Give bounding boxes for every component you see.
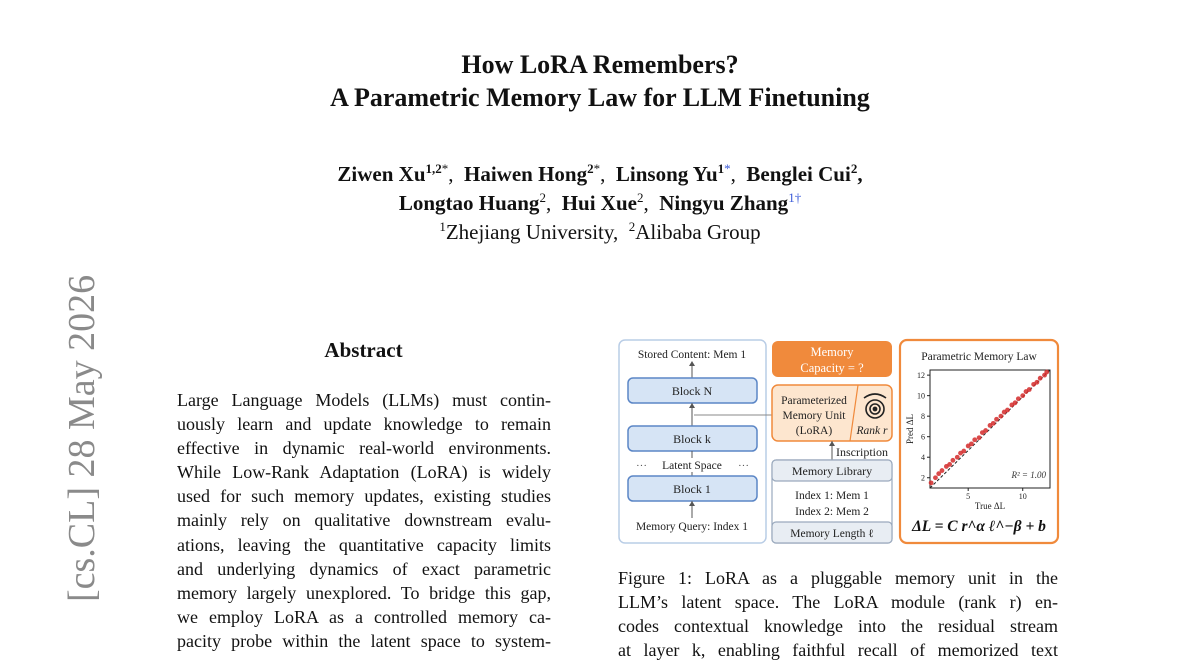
author-name: Hui Xue	[561, 191, 637, 215]
y-tick-label: 12	[917, 371, 925, 381]
caption-line: at layer k, enabling faithful recall of memorized text	[618, 640, 1058, 661]
data-point	[1005, 408, 1010, 413]
capacity-line-1: Memory	[810, 345, 854, 359]
author-line-1: Ziwen $Xu^{1,2*}$, Haiwen Hong$^{2*}$, Linsong $Yu^{1*}$, Benglei Cui$^2$,	[337, 161, 863, 186]
law-title: Parametric Memory Law	[921, 351, 1037, 363]
abstract-line: effective in dynamic real-world environments.	[177, 438, 551, 459]
y-tick-label: 8	[921, 412, 925, 422]
equal-contrib-mark: *	[724, 161, 731, 176]
author-block	[0, 160, 1200, 247]
y-tick-label: 4	[921, 453, 925, 463]
author-affil-sup: 2	[636, 190, 644, 205]
unit-line-1: Parameterized	[781, 395, 847, 407]
caption-line: Figure 1: LoRA as a pluggable memory unit in the	[618, 568, 1058, 588]
data-point	[955, 455, 960, 460]
abstract-line: pacity probe within the latent space to system-	[177, 630, 551, 651]
unit-line-2: Memory Unit	[782, 410, 846, 422]
x-tick-label: 5	[966, 492, 971, 501]
arxiv-stamp	[61, 274, 116, 670]
figure-1	[618, 338, 1062, 546]
affiliation: Zhejiang University,	[445, 220, 619, 244]
abstract-heading: Abstract	[324, 338, 403, 362]
abstract-body	[177, 388, 551, 653]
title-line-2: A Parametric Memory Law for LLM Finetuning	[330, 83, 870, 112]
data-point	[983, 428, 988, 433]
y-tick-label: 6	[921, 432, 925, 442]
memory-length-label: Memory Length ℓ	[790, 528, 874, 540]
abstract-line: While Low-Rank Adaptation (LoRA) is widely	[177, 462, 551, 483]
x-tick-label: 10	[1018, 492, 1027, 501]
data-point	[933, 475, 938, 480]
author-name: Longtao Huang	[398, 191, 540, 215]
author-affil-sup: 1	[788, 190, 795, 205]
x-axis-label: True ΔL	[974, 501, 1006, 511]
data-point	[929, 480, 934, 485]
data-point	[994, 417, 999, 422]
block-k-label: Block k	[673, 432, 711, 446]
paper-title	[0, 48, 1200, 114]
data-point	[961, 449, 966, 454]
author-affil-sup: 2	[587, 161, 594, 176]
index-2-label: Index 2: Mem 2	[795, 506, 869, 518]
abstract-line: uously learn and update knowledge to remain	[177, 414, 551, 435]
abstract-line: memory largely unexplored. To bridge this gap,	[177, 582, 551, 603]
data-point	[977, 435, 982, 440]
affiliations	[0, 218, 1200, 247]
author-name: Ziwen Xu	[337, 162, 426, 186]
capacity-line-2: Capacity = ?	[800, 361, 864, 375]
data-point	[1044, 370, 1049, 375]
ellipsis-dots: ···	[738, 460, 749, 472]
rank-label: Rank r	[856, 425, 888, 437]
y-tick-label: 10	[917, 391, 925, 401]
author-affil-sup: 2	[850, 161, 858, 176]
abstract-line: and underlying dynamics of exact parametric	[177, 558, 551, 579]
stored-content-label: Stored Content: Mem 1	[637, 349, 747, 361]
data-point	[1035, 380, 1040, 385]
corresponding-mark: †	[794, 190, 802, 205]
data-point	[1013, 400, 1018, 405]
abstract-line: ations, leaving the quantitative capacity limits	[177, 534, 551, 555]
data-point	[1020, 393, 1025, 398]
y-axis-label: Pred ΔL	[905, 413, 915, 445]
index-1-label: Index 1: Mem 1	[795, 490, 869, 502]
data-point	[999, 414, 1004, 419]
data-point	[969, 441, 974, 446]
author-affil-sup: 2	[539, 190, 546, 205]
caption-line: codes contextual knowledge into the residual stream	[618, 616, 1058, 637]
author-name: Ningyu Zhang	[659, 191, 789, 215]
data-point	[951, 458, 956, 463]
latent-space-label: Latent Space	[662, 460, 722, 472]
block-1-label: Block 1	[673, 482, 711, 496]
r2-annotation: R² = 1.00	[1011, 470, 1046, 480]
author-name: Linsong Yu	[615, 162, 718, 186]
data-point	[1027, 387, 1032, 392]
data-point	[947, 462, 952, 467]
data-point	[1038, 376, 1043, 381]
affil-sup: 1	[439, 219, 446, 234]
memory-library-label: Memory Library	[791, 464, 873, 478]
affil-sup: 2	[628, 219, 636, 234]
author-line-2: Longtao Huang$^2$, Hui Xue$^2$, Ningyu Zhang$^{1\dagger}$	[398, 190, 802, 215]
inscription-label: Inscription	[836, 445, 888, 459]
data-point	[1016, 396, 1021, 401]
author-name: Haiwen Hong	[464, 162, 588, 186]
y-tick-label: 2	[921, 473, 925, 483]
abstract-line: mainly rely on qualitative downstream evalu-	[177, 510, 551, 531]
abstract-line: used for such memory updates, existing studies	[177, 486, 551, 507]
arxiv-stamp-text: [cs.CL] 28 May 2026	[61, 274, 103, 602]
author-affil-sup: 1	[717, 161, 725, 176]
block-n-label: Block N	[671, 384, 713, 398]
ellipsis-dots: ···	[636, 460, 647, 472]
author-affil-sup: 1,2	[425, 161, 442, 176]
abstract-line: Large Language Models (LLMs) must contin-	[177, 390, 551, 410]
memory-query-label: Memory Query: Index 1	[635, 521, 749, 533]
title-line-1: How LoRA Remembers?	[461, 50, 739, 79]
equal-contrib-mark: *	[441, 161, 449, 176]
data-point	[991, 421, 996, 426]
author-name: Benglei Cui	[746, 162, 851, 186]
data-point	[940, 468, 945, 473]
abstract-line: we employ LoRA as a controlled memory ca-	[177, 606, 551, 627]
caption-line: LLM’s latent space. The LoRA module (rank r) en-	[618, 592, 1058, 613]
data-point	[972, 437, 977, 442]
law-formula: ΔL = C r^α ℓ^−β + b	[912, 518, 1046, 535]
equal-contrib-mark: *	[593, 161, 601, 176]
affiliation: Alibaba Group	[635, 220, 761, 244]
unit-line-3: (LoRA)	[795, 425, 833, 437]
